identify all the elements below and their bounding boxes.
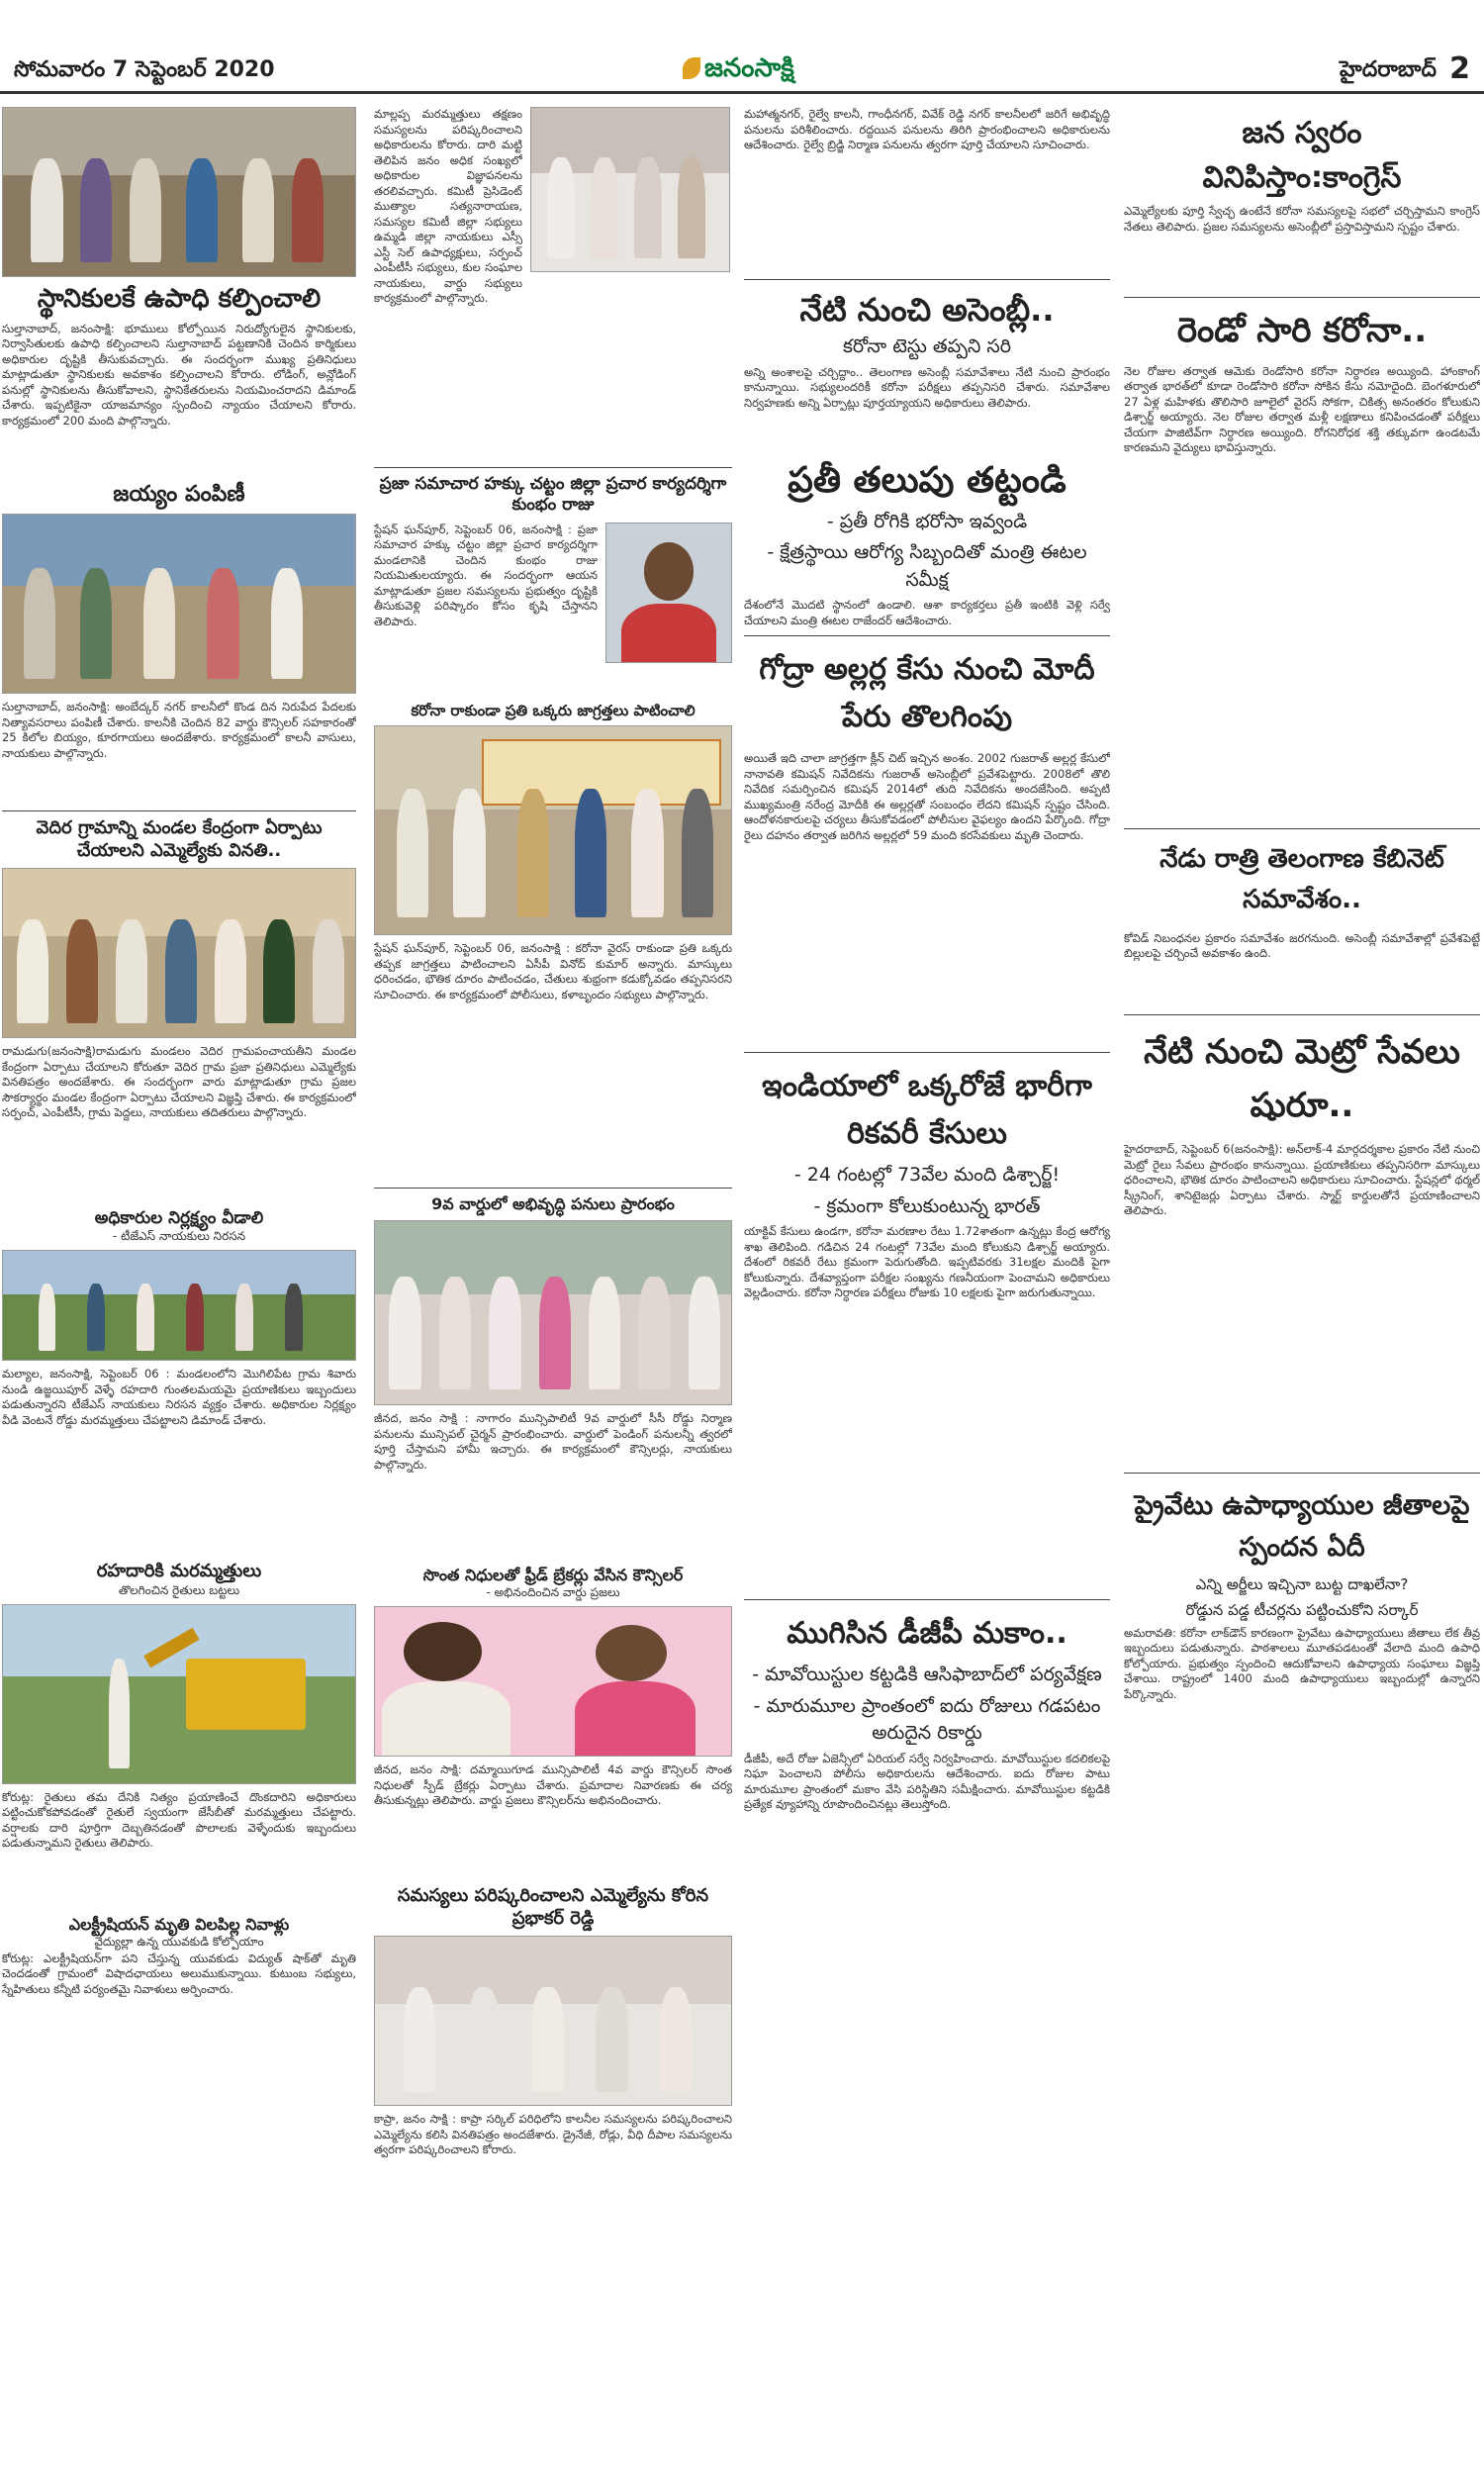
photo-ward-inauguration: [374, 1220, 732, 1405]
issue-date: సోమవారం 7 సెప్టెంబర్ 2020: [14, 57, 275, 82]
headline-second-corona: రెండో సారి కరోనా..: [1176, 311, 1428, 350]
headline-ward-development: 9వ వార్డులో అభివృద్ధి పనులు ప్రారంభం: [431, 1194, 675, 1214]
article-prabhakar-reddy: కాప్రా, జనం సాక్షి : కాప్రా సర్కిల్ పరిధిలోని కాలనీల సమస్యలను పరిష్కరించాలని ఎమ్మెల్యేను కలిసి వినతిపత్రం అందజేశారు. డ్రైనేజీ, రోడ్లు, వీధి దీపాల సమస్యలను త్వరగా పరిష్కరించాలని కోరారు.: [374, 2112, 732, 2157]
article-distribution: సుల్తానాబాద్, జనంసాక్షి: అంబేద్కర్ నగర్ కాలనీలో కొండ దిన నిరుపేద పేదలకు నిత్యావసరాలు పంపిణీ చేశారు. కాలనీకి చెందిన 82 వార్డు కౌన్సిలర్ సహకారంతో 25 కిలోల బియ్యం, కూరగాయలు అందజేశారు. కార్యక్రమంలో కాలనీ వాసులు, నాయకులు పాల్గొన్నారు.: [2, 700, 356, 760]
subhead-assembly: కరోనా టెస్టు తప్పని సరి: [843, 335, 1011, 357]
photo-corona-awareness: [374, 725, 732, 935]
article-official-negligence: మల్యాల, జనంసాక్షి, సెప్టెంబర్ 06 : మండలంలోని మొగిలిపేట గ్రామ శివారు నుండి ఉజ్జయిపూర్ వెళ్ళే రహదారి గుంతలమయమై ప్రయాణికులు ఇబ్బందులు పడుతున్నారని టీజేఎస్ నాయకులు నిరసన వ్యక్తం చేశారు. అధికారుల నిర్లక్ష్యం వీడి వెంటనే రోడ్డు మరమ్మత్తులు చేపట్టాలని డిమాండ్ చేశారు.: [2, 1367, 356, 1427]
headline-knock-every-door: ప్రతీ తలుపు తట్టండి: [788, 459, 1067, 501]
article-metro-services: హైదరాబాద్, సెప్టెంబర్ 6(జనంసాక్షి): అన్‌లాక్-4 మార్గదర్శకాల ప్రకారం నేటి నుంచి మెట్రో రైలు సేవలు ప్రారంభం కానున్నాయి. ప్రయాణికులు తప్పనిసరిగా మాస్కులు ధరించాలని, భౌతిక దూరం పాటించాలని అధికారులు సూచించారు. స్టేషన్లలో థర్మల్ స్క్రీనింగ్, శానిటైజర్లు ఏర్పాటు చేశారు. స్మార్ట్ కార్డులతోనే ప్రయాణించాలని తెలిపారు.: [1124, 1142, 1480, 1218]
article-corona-precautions: స్టేషన్ ఘన్‌పూర్, సెప్టెంబర్ 06, జనంసాక్షి : కరోనా వైరస్ రాకుండా ప్రతి ఒక్కరు తప్పక జాగ్రత్తలు పాటించాలని ఏసీపీ వినోద్ కుమార్ అన్నారు. మాస్కులు ధరించడం, భౌతిక దూరం పాటించడం, చేతులు శుభ్రంగా కడుక్కోవడం తప్పనిసరని సూచించారు. ఈ కార్యక్రమంలో పోలీసులు, కళాబృందం సభ్యులు పాల్గొన్నారు.: [374, 941, 732, 1001]
headline-local-jobs: స్థానికులకే ఉపాధి కల్పించాలి: [37, 284, 322, 314]
headline-speed-breakers: సొంత నిధులతో ఫ్రీడ్ బ్రేకర్లు వేసిన కౌన్సిలర్: [422, 1566, 684, 1585]
headline-private-teachers: ప్రైవేటు ఉపాధ్యాయుల జీతాలపై స్పందన ఏదీ: [1134, 1490, 1470, 1564]
article-rti-secretary: స్టేషన్ ఘన్‌పూర్, సెప్టెంబర్ 06, జనంసాక్షి : ప్రజా సమాచార హక్కు చట్టం జిల్లా ప్రచార కార్యదర్శిగా మండలానికి చెందిన కుంభం రాజు నియమితులయ్యారు. ఈ సందర్భంగా ఆయన మాట్లాడుతూ ప్రజల సమస్యలను ప్రభుత్వం దృష్టికి తీసుకువెళ్లి పరిష్కారం కోసం కృషి చేస్తానని తెలిపారు.: [374, 522, 598, 628]
column-4: [1124, 107, 1480, 2091]
subhead-speed-breakers: - అభినందించిన వార్డు ప్రజలు: [486, 1585, 620, 1600]
article-dgp-camp: డీజీపీ, అదే రోజు ఏజెన్సీలో ఏరియల్ సర్వే నిర్వహించారు. మావోయిస్టుల కదలికలపై నిఘా పెంచాలని పోలీసు అధికారులను ఆదేశించారు. ఐదు రోజుల పాటు మారుమూల ప్రాంతంలో మకాం వేసి పరిస్థితిని సమీక్షించారు. మావోయిస్టుల కట్టడికి ప్రత్యేక వ్యూహాన్ని రూపొందించినట్లు తెలుస్తోంది.: [744, 1751, 1110, 1812]
logo-text: జనంసాక్షి: [704, 53, 794, 83]
article-speed-breakers: జీనద, జనం సాక్షి: దమ్మాయిగూడ మున్సిపాలిటీ 4వ వార్డు కౌన్సిలర్ సొంత నిధులతో స్పీడ్ బ్రేకర్లు ఏర్పాటు చేశారు. ప్రమాదాల నివారణకు ఈ చర్య తీసుకున్నట్లు తెలిపారు. వార్డు ప్రజలు కౌన్సిలర్‌ను అభినందించారు.: [374, 1762, 732, 1808]
headline-corona-precautions: కరోనా రాకుండా ప్రతి ఒక్కరు జాగ్రత్తలు పాటించాలి: [411, 701, 696, 719]
headline-metro-services: నేటి నుంచి మెట్రో సేవలు షురూ..: [1144, 1031, 1460, 1126]
photo-road-protest: [2, 1250, 356, 1361]
photo-councillors: [374, 1606, 732, 1757]
page-number: 2: [1449, 51, 1470, 86]
column-2: [374, 107, 732, 2201]
subhead-petitions: ఎన్ని అర్జీలు ఇచ్చినా బుట్ట దాఖలేనా?: [1195, 1575, 1409, 1594]
article-continued: మాల్లప్ప మరమ్మత్తులు తక్షణం సమస్యలను పరిష్కరించాలని అధికారులను కోరారు. దారి మట్టి తెలిపిన జనం అధిక సంఖ్యలో అధికారుల విజ్ఞాపనలను తరలివచ్చారు. కమిటీ ప్రెసిడెంట్ ముత్యాల సత్యనారాయణ, సమస్యల కమిటీ జిల్లా సభ్యులు ఉమ్మడి జిల్లా నాయకులు ఎస్సీ ఎస్టీ సెల్ ఉపాధ్యక్షులు, సర్పంచ్ ఎంపీటీసీ సభ్యులు, కుల సంఘాల నాయకులు, వార్డు సభ్యులు కార్యక్రమంలో పాల్గొన్నారు.: [374, 107, 522, 305]
column-1: [2, 107, 356, 2011]
subhead-road-repairs: తొలగించిన రైతులు బట్టలు: [118, 1582, 240, 1597]
headline-vedira-mandal: వెదిర గ్రామాన్ని మండల కేంద్రంగా ఏర్పాటు చేయాలని ఎమ్మెల్యేకు వినతి..: [36, 817, 323, 861]
edition-city: హైదరాబాద్: [1340, 57, 1437, 82]
subhead-maoist-watch: - మావోయిస్టుల కట్టడికి ఆసిఫాబాద్‌లో పర్యవేక్షణ: [752, 1664, 1102, 1686]
subhead-minister-review: - క్షేత్రస్థాయి ఆరోగ్య సిబ్బందితో మంత్రి ఈటల సమీక్ష: [767, 541, 1087, 591]
subhead-73k-discharged: - 24 గంటల్లో 73వేల మంది డిశ్చార్జ్!: [793, 1164, 1061, 1187]
article-congress-voice: ఎమ్మెల్యేలకు పూర్తి స్వేచ్ఛ ఉంటేనే కరోనా సమస్యలపై సభలో చర్చిస్తామని కాంగ్రెస్ నేతలు తెలిపారు. ప్రజల సమస్యలను అసెంబ్లీలో ప్రస్తావిస్తామని స్పష్టం చేశారు.: [1124, 204, 1480, 234]
newspaper-logo: [683, 53, 794, 89]
headline-cabinet-meeting: నేడు రాత్రి తెలంగాణ కేబినెట్ సమావేశం..: [1159, 843, 1444, 915]
article-assembly: అన్ని అంశాలపై చర్చిద్దాం.. తెలంగాణ అసెంబ్లీ సమావేశాలు నేటి నుంచి ప్రారంభం కానున్నాయి. సభ్యులందరికీ కరోనా పరీక్షలు తప్పనిసరి చేశారు. సమావేశాల నిర్వహణకు అన్ని ఏర్పాట్లు పూర్తయ్యాయని అధికారులు తెలిపారు.: [744, 364, 1110, 410]
headline-road-repairs: రహదారికి మరమ్మత్తులు: [96, 1561, 262, 1582]
logo-leaf-icon: [683, 57, 700, 79]
headline-congress-voice: జన స్వరం వినిపిస్తాం:కాంగ్రెస్: [1202, 116, 1402, 195]
photo-jcb-repair: [2, 1604, 356, 1784]
headline-distribution: జయ్యం పంపిణీ: [113, 481, 245, 507]
article-electrician-death: కోరుట్ల: ఎలక్ట్రీషియన్‌గా పని చేస్తున్న యువకుడు విద్యుత్ షాక్‌తో మృతి చెందడంతో గ్రామంలో విషాదఛాయలు అలుముకున్నాయి. కుటుంబ సభ్యులు, స్నేహితులు కన్నీటి పర్యంతమై నివాళులు అర్పించారు.: [2, 1951, 356, 1996]
masthead: [0, 0, 1484, 94]
article-local-jobs: సుల్తానాబాద్, జనంసాక్షి: భూములు కోల్పోయిన నిరుద్యోగులైన స్థానికులకు, నిర్వాసితులకు ఉపాధి కల్పించాలని సుల్తానాబాద్ పట్టణానికి చెందిన కార్మికులు అధికారుల దృష్టికి తీసుకువచ్చారు. ఈ సందర్భంగా ముఖ్య ప్రతినిధులు మాట్లాడుతూ స్థానికులకు అవకాశం కల్పించాలని కోరారు. లోడింగ్, అన్లోడింగ్ పనుల్లో స్థానికులను తీసుకోవాలని, స్థానికేతరులను నియమించరాదని డిమాండ్ చేశారు. ఇప్పటికైనా యాజమాన్యం స్పందించి న్యాయం చేయాలని కోరారు. కార్యక్రమంలో 200 మంది పాల్గొన్నారు.: [2, 321, 356, 428]
column-3: [744, 107, 1110, 2029]
photo-protest-crowd: [2, 107, 356, 277]
article-cabinet-meeting: కోవిడ్ నిబంధనల ప్రకారం సమావేశం జరగనుంది. అసెంబ్లీ సమావేశాల్లో ప్రవేశపెట్టే బిల్లులపై చర్చించే అవకాశం ఉంది.: [1124, 930, 1480, 961]
subhead-india-recovering: - క్రమంగా కోలుకుంటున్న భారత్: [813, 1194, 1041, 1217]
photo-officials-meeting: [530, 107, 730, 272]
article-vedira-mandal: రామడుగు(జనంసాక్షి)రామడుగు మండలం వెదిర గ్రామపంచాయతీని మండల కేంద్రంగా ఏర్పాటు చేయాలని కోరుతూ వెదిర గ్రామ ప్రజా ప్రతినిధులు ఎమ్మెల్యేకు వినతిపత్రం అందజేశారు. ఈ సందర్భంగా వారు మాట్లాడుతూ గ్రామ ప్రజల సౌకర్యార్థం మండల కేంద్రంగా ఏర్పాటు చేయాలని విజ్ఞప్తి చేశారు. ఈ కార్యక్రమంలో సర్పంచ్, ఎంపీటీసీ, గ్రామ పెద్దలు, నాయకులు తదితరులు పాల్గొన్నారు.: [2, 1044, 356, 1119]
photo-petition: [2, 868, 356, 1038]
headline-official-negligence: అధికారుల నిర్లక్ష్యం వీడాలి: [94, 1208, 264, 1228]
headline-prabhakar-reddy: సమస్యలు పరిష్కరించాలని ఎమ్మెల్యేను కోరిన ప్రభాకర్ రెడ్డి: [397, 1885, 709, 1929]
article-colonies: మహాత్మనగర్, రైల్వే కాలనీ, గాంధీనగర్, వివేక్ రెడ్డి నగర్ కాలనీలలో జరిగే అభివృద్ధి పనులను పరిశీలించారు. రద్దయిన పనులను తిరిగి ప్రారంభించాలని అధికారులను ఆదేశించారు. రైల్వే బ్రిడ్జి నిర్మాణ పనులను త్వరగా పూర్తి చేయాలని సూచించారు.: [744, 107, 1110, 151]
subhead-rare-record: - మారుమూల ప్రాంతంలో ఐదు రోజులు గడపటం అరుదైన రికార్డు: [753, 1694, 1101, 1745]
article-road-repairs: కోరుట్ల: రైతులు తమ దేనికి నిత్యం ప్రయాణించే దొంకదారిని అధికారులు పట్టించుకోకపోవడంతో రైతులే స్వయంగా జేసీబీతో మరమ్మత్తులు చేపట్టారు. వర్షాలకు దారి పూర్తిగా దెబ్బతినడంతో పొలాలకు వెళ్ళేందుకు ఇబ్బందులు పడుతున్నామని రైతులు తెలిపారు.: [2, 1789, 356, 1851]
photo-kumbham-raju: [605, 523, 732, 663]
article-second-corona: నెల రోజుల తర్వాత ఆమెకు రెండోసారి కరోనా నిర్ధారణ అయ్యింది. హాంకాంగ్ తర్వాత భారత్‌లో కూడా రెండోసారి కరోనా సోకిన కేసు నమోదైంది. బెంగళూరులో 27 ఏళ్ల మహిళకు తొలిసారి జూలైలో వైరస్ సోకగా, చికిత్స అనంతరం కోలుకుని డిశ్చార్జ్ అయ్యారు. నెల రోజుల తర్వాత మళ్లీ లక్షణాలు కనిపించడంతో పరీక్షలు చేయగా పాజిటివ్‌గా నిర్ధారణ అయ్యింది. రోగనిరోధక శక్తి తక్కువగా ఉండటమే కారణమని వైద్యులు భావిస్తున్నారు.: [1124, 363, 1480, 454]
subhead-teachers-neglected: రోడ్డున పడ్డ టీచర్లను పట్టించుకోని సర్కార్: [1185, 1600, 1419, 1619]
headline-recoveries: ఇండియాలో ఒక్కరోజే భారీగా రికవరీ కేసులు: [762, 1069, 1092, 1152]
article-recoveries: యాక్టివ్ కేసులు ఉండగా, కరోనా మరణాల రేటు 1.72శాతంగా ఉన్నట్లు కేంద్ర ఆరోగ్య శాఖ తెలిపింది. గడిచిన 24 గంటల్లో 73వేల మంది కోలుకుని డిశ్చార్జ్ అయ్యారు. దేశంలో రికవరీ రేటు క్రమంగా పెరుగుతోంది. ఇప్పటివరకు 31లక్షల మందికి పైగా కోలుకున్నారు. దేశవ్యాప్తంగా పరీక్షల సంఖ్యను గణనీయంగా పెంచామని అధికారులు వెల్లడించారు. కరోనా నిర్ధారణ పరీక్షలు రోజుకు 10 లక్షలకు పైగా జరుగుతున్నాయి.: [744, 1224, 1110, 1300]
subhead-electrician-death: వైద్యుల్లా ఉన్న యువకుడి కోల్పోయాం: [94, 1934, 264, 1949]
subhead-official-negligence: - టీజేఎస్ నాయకులు నిరసన: [112, 1229, 246, 1244]
headline-assembly: నేటి నుంచి అసెంబ్లీ..: [799, 291, 1055, 329]
headline-electrician-death: ఎలక్ట్రీషియన్ మృతి విలపిల్ల నివాళ్లు: [68, 1914, 290, 1934]
article-private-teachers: అమరావతి: కరోనా లాక్‌డౌన్ కారణంగా ప్రైవేటు ఉపాధ్యాయులు జీతాలు లేక తీవ్ర ఇబ్బందులు పడుతున్నారు. పాఠశాలలు మూతపడటంతో వేలాది మంది ఉపాధి కోల్పోయారు. ప్రభుత్వం స్పందించి ఆదుకోవాలని ఉపాధ్యాయ సంఘాలు విజ్ఞప్తి చేశాయి. రాష్ట్రంలో 1400 మంది ఉపాధ్యాయులు ఇబ్బందుల్లో ఉన్నారని పేర్కొన్నారు.: [1124, 1625, 1480, 1701]
headline-godhra-case: గోద్రా అల్లర్ల కేసు నుంచి మోదీ పేరు తొలగింపు: [759, 652, 1095, 735]
headline-rti-secretary: ప్రజా సమాచార హక్కు చట్టం జిల్లా ప్రచార కార్యదర్శిగా కుంభం రాజు: [379, 474, 727, 516]
subhead-assurance: - ప్రతీ రోగికి భరోసా ఇవ్వండి: [826, 510, 1028, 532]
article-godhra-case: అయితే ఇది చాలా జాగ్రత్తగా క్లీన్ చిట్ ఇచ్చిన అంశం. 2002 గుజరాత్ అల్లర్ల కేసులో నానావతి కమిషన్ నివేదికను గుజరాత్ అసెంబ్లీలో ప్రవేశపెట్టారు. 2008లో తొలి నివేదిక సమర్పించిన కమిషన్ 2014లో తుది నివేదికను అందజేసింది. అప్పటి ముఖ్యమంత్రి నరేంద్ర మోదీకి ఈ అల్లర్లతో సంబంధం లేదని కమిషన్ స్పష్టం చేసింది. ఆందోళనకారులపై చర్యలు తీసుకోవడంలో పోలీసుల వైఫల్యం ఉందని పేర్కొంది. గోద్రా రైలు దహనం తర్వాత జరిగిన అల్లర్లలో 59 మంది కరసేవకులు మృతి చెందారు.: [744, 751, 1110, 842]
photo-mla-petition: [374, 1936, 732, 2106]
headline-dgp-camp: ముగిసిన డీజీపీ మకాం..: [787, 1616, 1067, 1652]
article-ward-development: జీనద, జనం సాక్షి : నాగారం మున్సిపాలిటీ 9వ వార్డులో సీసీ రోడ్డు నిర్మాణ పనులను మున్సిపల్ చైర్మన్ ప్రారంభించారు. వార్డులో పెండింగ్ పనులన్నీ త్వరలో పూర్తి చేస్తామని హామీ ఇచ్చారు. ఈ కార్యక్రమంలో కౌన్సిలర్లు, నాయకులు పాల్గొన్నారు.: [374, 1411, 732, 1472]
article-knock-every-door: దేశంలోనే మొదటి స్థానంలో ఉండాలి. ఆశా కార్యకర్తలు ప్రతీ ఇంటికి వెళ్లి సర్వే చేయాలని మంత్రి ఈటల రాజేందర్ ఆదేశించారు.: [744, 598, 1110, 627]
photo-distribution: [2, 514, 356, 694]
